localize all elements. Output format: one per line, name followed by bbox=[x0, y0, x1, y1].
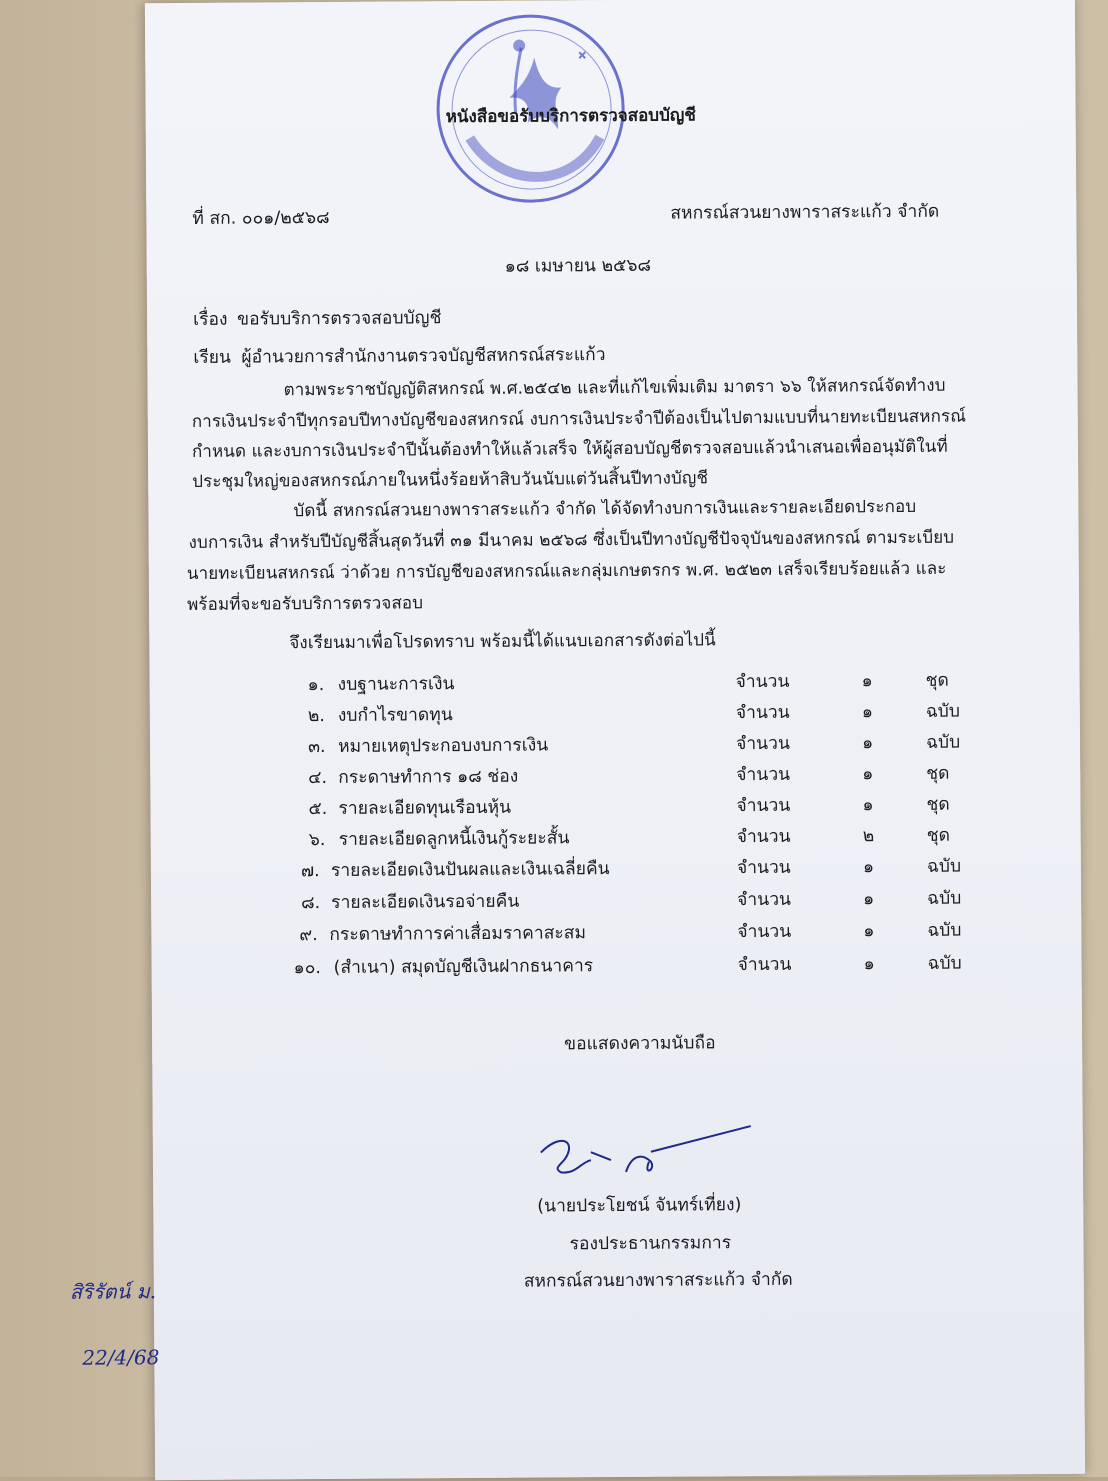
item-qty-label: จำนวน bbox=[736, 764, 791, 786]
item-qty-label: จำนวน bbox=[737, 921, 792, 943]
item-unit: ชุด bbox=[925, 670, 949, 691]
item-unit: ฉบับ bbox=[925, 701, 961, 722]
recipient-label: เรียน bbox=[193, 347, 232, 368]
list-item bbox=[150, 703, 1080, 735]
subject-text: ขอรับบริการตรวจสอบบัญชี bbox=[236, 308, 442, 330]
paragraph2-line: งบการเงิน สำหรับปีบัญชีสิ้นสุดวันที่ ๓๑ มีนาคม ๒๕๖๘ ซึ่งเป็นปีทางบัญชีปัจจุบันของสหกรณ์ ตามระเบียบ bbox=[188, 527, 955, 553]
signatory-name: (นายประโยชน์ จันทร์เที่ยง) bbox=[537, 1195, 742, 1217]
item-name: กระดาษทำการ ๑๘ ช่อง bbox=[338, 766, 519, 788]
item-unit: ฉบับ bbox=[925, 732, 961, 753]
item-unit: ชุด bbox=[926, 763, 950, 784]
item-number: ๑. bbox=[307, 675, 325, 696]
item-number: ๙. bbox=[299, 925, 318, 946]
list-item bbox=[151, 922, 1081, 954]
recipient-text: ผู้อำนวยการสำนักงานตรวจบัญชีสหกรณ์สระแก้ว bbox=[241, 345, 606, 368]
list-item bbox=[151, 858, 1081, 890]
item-number: ๓. bbox=[307, 737, 326, 758]
signature bbox=[531, 1121, 761, 1183]
item-qty: ๑ bbox=[863, 954, 875, 975]
paragraph1-line: การเงินประจำปีทุกรอบปีทางบัญชีของสหกรณ์ งบการเงินประจำปีต้องเป็นไปตามแบบที่นายทะเบียนสหกรณ์ bbox=[191, 406, 967, 432]
item-number: ๔. bbox=[308, 768, 328, 789]
item-qty: ๑ bbox=[861, 702, 874, 723]
paragraph2-line: บัดนี้ สหกรณ์สวนยางพาราสระแก้ว จำกัด ได้จัดทำงบการเงินและรายละเอียดประกอบ bbox=[293, 496, 917, 522]
item-number: ๗. bbox=[300, 861, 320, 882]
item-qty: ๑ bbox=[863, 921, 875, 942]
item-qty: ๒ bbox=[862, 826, 875, 847]
item-qty: ๑ bbox=[862, 764, 874, 785]
list-item bbox=[151, 890, 1081, 922]
list-item bbox=[150, 672, 1080, 704]
received-initials: สิริรัตน์ ม. bbox=[69, 1279, 157, 1304]
item-name: รายละเอียดเงินปันผลและเงินเฉลี่ยคืน bbox=[330, 859, 610, 881]
item-qty: ๑ bbox=[861, 671, 873, 692]
item-qty-label: จำนวน bbox=[735, 733, 790, 755]
item-qty-label: จำนวน bbox=[736, 857, 791, 879]
item-name: หมายเหตุประกอบงบการเงิน bbox=[337, 735, 549, 757]
item-name: รายละเอียดเงินรอจ่ายคืน bbox=[331, 891, 520, 913]
item-qty: ๑ bbox=[863, 889, 875, 910]
item-number: ๑๐. bbox=[293, 958, 322, 979]
paragraph1-line: กำหนด และงบการเงินประจำปีนั้นต้องทำให้แล้วเสร็จ ให้ผู้สอบบัญชีตรวจสอบแล้วนำเสนอเพื่ออนุมัติในที่ bbox=[191, 436, 948, 462]
item-unit: ชุด bbox=[926, 825, 951, 846]
paragraph2-line: นายทะเบียนสหกรณ์ ว่าด้วย การบัญชีของสหกรณ์และกลุ่มเกษตรกร พ.ศ. ๒๕๒๓ เสร็จเรียบร้อยแล้ว และ bbox=[186, 558, 947, 584]
item-unit: ชุด bbox=[926, 794, 950, 815]
list-item bbox=[150, 796, 1080, 828]
paragraph1-line: ประชุมใหญ่ของสหกรณ์ภายในหนึ่งร้อยห้าสิบวันนับแต่วันสิ้นปีทางบัญชี bbox=[192, 468, 709, 492]
list-item bbox=[150, 734, 1080, 766]
signatory-organization: สหกรณ์สวนยางพาราสระแก้ว จำกัด bbox=[523, 1269, 793, 1292]
item-qty-label: จำนวน bbox=[737, 954, 792, 976]
letter-date: ๑๘ เมษายน ๒๕๖๘ bbox=[504, 255, 652, 277]
item-qty: ๑ bbox=[861, 733, 874, 754]
paragraph1-line: ตามพระราชบัญญัติสหกรณ์ พ.ศ.๒๕๔๒ และที่แก้ไขเพิ่มเติม มาตรา ๖๖ ให้สหกรณ์จัดทำงบ bbox=[283, 375, 946, 401]
item-number: ๕. bbox=[308, 799, 328, 820]
item-qty-label: จำนวน bbox=[735, 702, 790, 724]
item-name: รายละเอียดลูกหนี้เงินกู้ระยะสั้น bbox=[338, 828, 570, 850]
item-unit: ฉบับ bbox=[927, 953, 962, 974]
paragraph2-line: พร้อมที่จะขอรับบริการตรวจสอบ bbox=[186, 593, 424, 615]
item-name: งบฐานะการเงิน bbox=[337, 674, 455, 695]
item-name: รายละเอียดทุนเรือนหุ้น bbox=[338, 797, 512, 819]
subject-label: เรื่อง bbox=[192, 309, 228, 330]
item-number: ๖. bbox=[308, 830, 326, 851]
item-name: กระดาษทำการค่าเสื่อมราคาสะสม bbox=[329, 923, 587, 945]
list-item bbox=[152, 955, 1082, 987]
received-date: 22/4/68 bbox=[82, 1345, 160, 1370]
item-qty-label: จำนวน bbox=[736, 826, 791, 848]
signatory-position: รองประธานกรรมการ bbox=[569, 1233, 732, 1255]
item-unit: ฉบับ bbox=[927, 888, 962, 909]
item-unit: ฉบับ bbox=[927, 920, 962, 941]
item-qty-label: จำนวน bbox=[736, 795, 791, 817]
sender-organization: สหกรณ์สวนยางพาราสระแก้ว จำกัด bbox=[670, 201, 940, 224]
item-qty: ๑ bbox=[862, 857, 875, 878]
paragraph3: จึงเรียนมาเพื่อโปรดทราบ พร้อมนี้ได้แนบเอกสารดังต่อไปนี้ bbox=[289, 630, 716, 654]
item-name: งบกำไรขาดทุน bbox=[337, 705, 453, 726]
item-qty: ๑ bbox=[862, 795, 874, 816]
list-item bbox=[151, 827, 1081, 859]
letter-title: หนังสือขอรับบริการตรวจสอบบัญชี bbox=[445, 105, 696, 128]
reference-number: ที่ สก. ๐๐๑/๒๕๖๘ bbox=[192, 207, 330, 229]
closing-phrase: ขอแสดงความนับถือ bbox=[564, 1033, 716, 1055]
item-unit: ฉบับ bbox=[926, 856, 962, 877]
item-number: ๘. bbox=[301, 893, 321, 914]
list-item bbox=[150, 765, 1080, 797]
letter-page bbox=[69, 0, 1085, 1480]
item-name: (สำเนา) สมุดบัญชีเงินฝากธนาคาร bbox=[333, 956, 594, 978]
item-number: ๒. bbox=[307, 706, 326, 727]
item-qty-label: จำนวน bbox=[737, 889, 792, 911]
item-qty-label: จำนวน bbox=[735, 671, 790, 693]
